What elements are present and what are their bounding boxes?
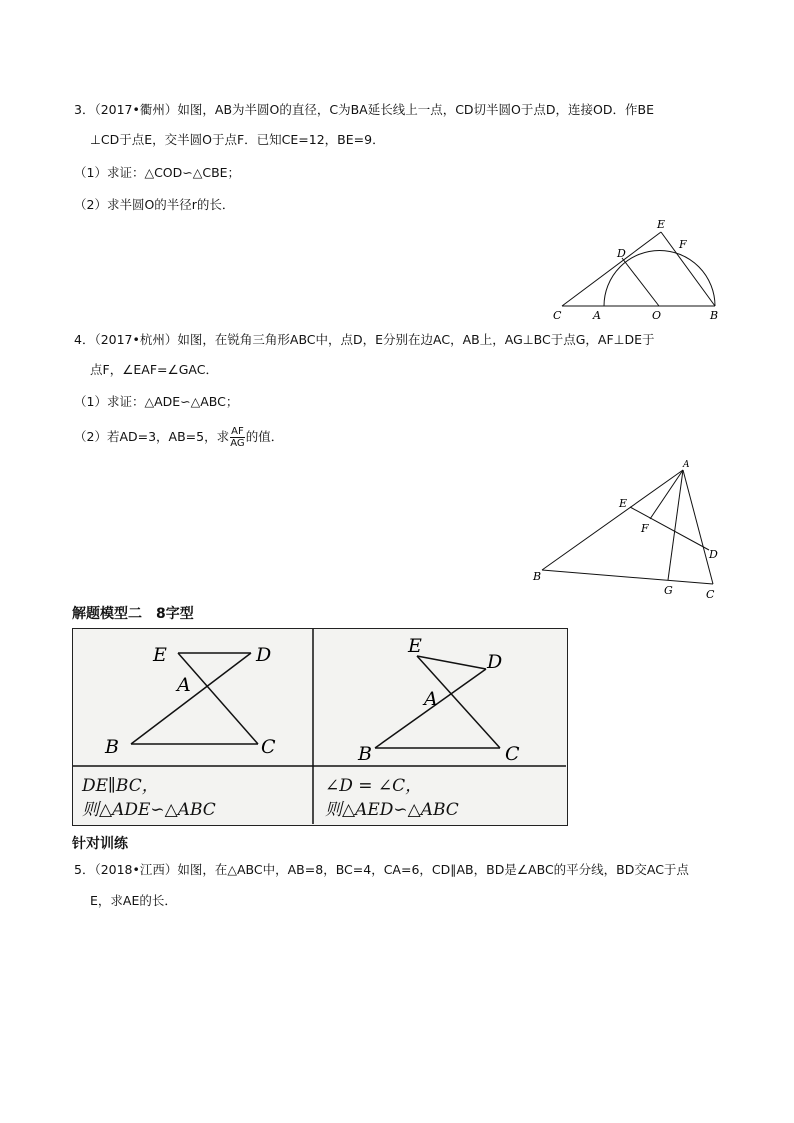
- problem-3-question-2: （2）求半圆O的半径r的长．: [74, 197, 235, 212]
- model-right-label-d: D: [487, 651, 503, 673]
- model-right-caption-2: 则△AED∽△ABC: [325, 800, 459, 820]
- p3-label-e: E: [657, 218, 666, 231]
- model-left-label-e: E: [153, 644, 167, 666]
- section-title: 解题模型二 8字型: [72, 606, 194, 622]
- p4-label-g: G: [664, 584, 673, 597]
- problem-3-line-2: ⊥CD于点E，交半圆O于点F．已知CE=12，BE=9．: [90, 132, 385, 147]
- p3-label-b: B: [710, 309, 719, 322]
- p3-label-a: A: [593, 309, 601, 322]
- p4-label-a: A: [683, 460, 690, 470]
- p3-label-d: D: [617, 247, 626, 260]
- problem-4-question-2: [74, 426, 283, 449]
- problem-3-figure: [548, 212, 728, 324]
- model-left-caption-1: DE∥BC，: [82, 776, 159, 796]
- fraction-denominator: AG: [230, 438, 245, 449]
- p3-label-f: F: [679, 238, 687, 251]
- p4-label-d: D: [709, 548, 718, 561]
- training-title: 针对训练: [72, 836, 128, 852]
- model-left-label-b: B: [105, 736, 119, 758]
- problem-5-line-1: 5．（2018•江西）如图，在△ABC中，AB=8，BC=4，CA=6，CD∥AB，BD是∠ABC的平分线，BD交AC于点: [74, 862, 689, 877]
- problem-5-line-2: E，求AE的长．: [90, 893, 177, 908]
- model-left-label-a: A: [177, 674, 191, 696]
- model-right-label-a: A: [424, 688, 438, 710]
- problem-4-question-2-suffix: 的值．: [245, 429, 284, 444]
- problem-4-question-2-prefix: （2）若AD=3，AB=5，求: [74, 429, 230, 444]
- fraction-af-ag: [230, 426, 245, 449]
- problem-4-line-2: 点F，∠EAF=∠GAC．: [90, 362, 218, 377]
- model-right-caption-1: ∠D = ∠C，: [325, 776, 423, 796]
- p4-label-b: B: [533, 570, 542, 583]
- problem-3-question-1: （1）求证：△COD∽△CBE；: [74, 165, 241, 180]
- problem-4-figure: [528, 452, 728, 602]
- p4-label-f: F: [641, 522, 649, 535]
- model-right-label-c: C: [505, 743, 520, 765]
- problem-4-line-1: 4．（2017•杭州）如图，在锐角三角形ABC中，点D，E分别在边AC，AB上，AG⊥BC于点G，AF⊥DE于: [74, 332, 655, 347]
- model-photo-box: [72, 628, 568, 826]
- model-right-label-e: E: [408, 635, 422, 657]
- p4-label-c: C: [706, 588, 715, 601]
- model-left-label-c: C: [261, 736, 276, 758]
- fraction-numerator: AF: [231, 426, 244, 437]
- problem-4-question-1: （1）求证：△ADE∽△ABC；: [74, 394, 239, 409]
- p3-label-c: C: [553, 309, 562, 322]
- p3-label-o: O: [652, 309, 662, 322]
- model-right-label-b: B: [358, 743, 372, 765]
- model-left-label-d: D: [256, 644, 272, 666]
- model-left-caption-2: 则△ADE∽△ABC: [82, 800, 216, 820]
- p4-label-e: E: [619, 497, 628, 510]
- problem-3-line-1: 3．（2017•衢州）如图，AB为半圆O的直径，C为BA延长线上一点，CD切半圆O于点D，连接OD．作BE: [74, 102, 654, 117]
